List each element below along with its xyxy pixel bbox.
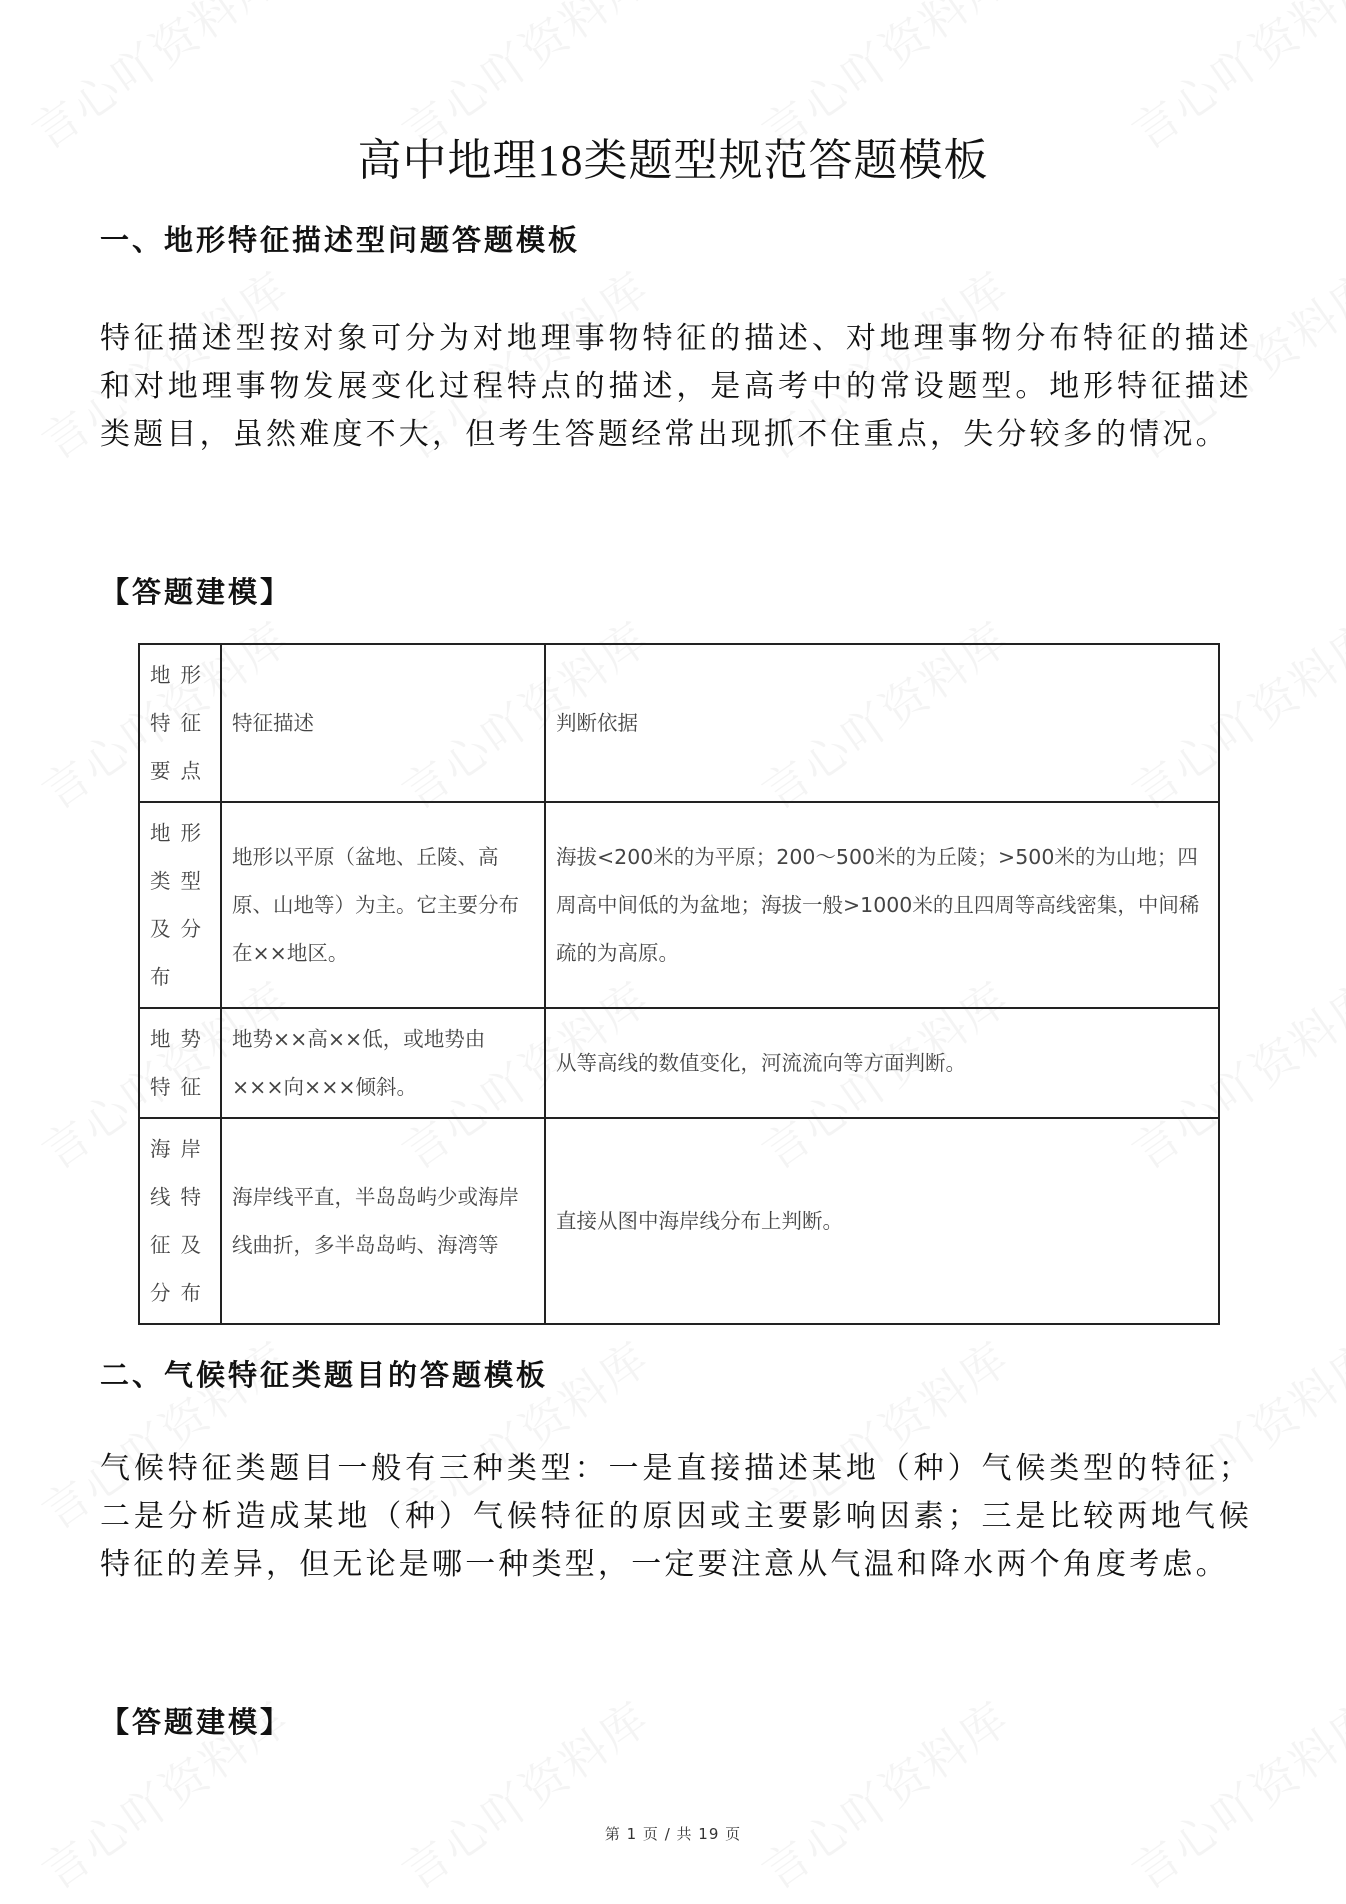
table-header-cell: 地形特征要点: [139, 644, 221, 802]
section-heading-climate: 二、气候特征类题目的答题模板: [100, 1358, 549, 1392]
table-cell-description: 地势××高××低，或地势由×××向×××倾斜。: [221, 1008, 545, 1118]
page-title: 高中地理18类题型规范答题模板: [357, 136, 989, 185]
table-cell-description: 地形以平原（盆地、丘陵、高原、山地等）为主。它主要分布在××地区。: [221, 802, 545, 1008]
table-cell-point: 地形类型及分布: [139, 802, 221, 1008]
terrain-features-table: [138, 643, 1220, 1325]
table-row: [139, 1008, 1219, 1118]
table-cell-point: 地势特征: [139, 1008, 221, 1118]
table-row: [139, 802, 1219, 1008]
section-heading-terrain: 一、地形特征描述型问题答题模板: [100, 223, 581, 257]
table-cell-point: 海岸线特征及分布: [139, 1118, 221, 1324]
page-footer: 第 1 页 / 共 19 页: [604, 1825, 742, 1843]
table-header-cell: 判断依据: [545, 644, 1219, 802]
section-intro-terrain: 特征描述型按对象可分为对地理事物特征的描述、对地理事物分布特征的描述和对地理事物发展变化过程特点的描述，是高考中的常设题型。地形特征描述类题目，虽然难度不大，但考生答题经常出现抓不住重点，失分较多的情况。: [100, 322, 1252, 451]
table-header-cell: 特征描述: [221, 644, 545, 802]
model-label-climate: 【答题建模】: [100, 1705, 293, 1739]
table-cell-basis: 从等高线的数值变化，河流流向等方面判断。: [545, 1008, 1219, 1118]
table-header-row: [139, 644, 1219, 802]
model-label-terrain: 【答题建模】: [100, 575, 293, 609]
table-cell-description: 海岸线平直，半岛岛屿少或海岸线曲折，多半岛岛屿、海湾等: [221, 1118, 545, 1324]
section-intro-climate: 气候特征类题目一般有三种类型：一是直接描述某地（种）气候类型的特征；二是分析造成某地（种）气候特征的原因或主要影响因素；三是比较两地气候特征的差异，但无论是哪一种类型，一定要注意从气温和降水两个角度考虑。: [100, 1452, 1252, 1581]
table-cell-basis: 直接从图中海岸线分布上判断。: [545, 1118, 1219, 1324]
table-row: [139, 1118, 1219, 1324]
table-cell-basis: 海拔<200米的为平原；200～500米的为丘陵；>500米的为山地；四周高中间低的为盆地；海拔一般>1000米的且四周等高线密集，中间稀疏的为高原。: [545, 802, 1219, 1008]
